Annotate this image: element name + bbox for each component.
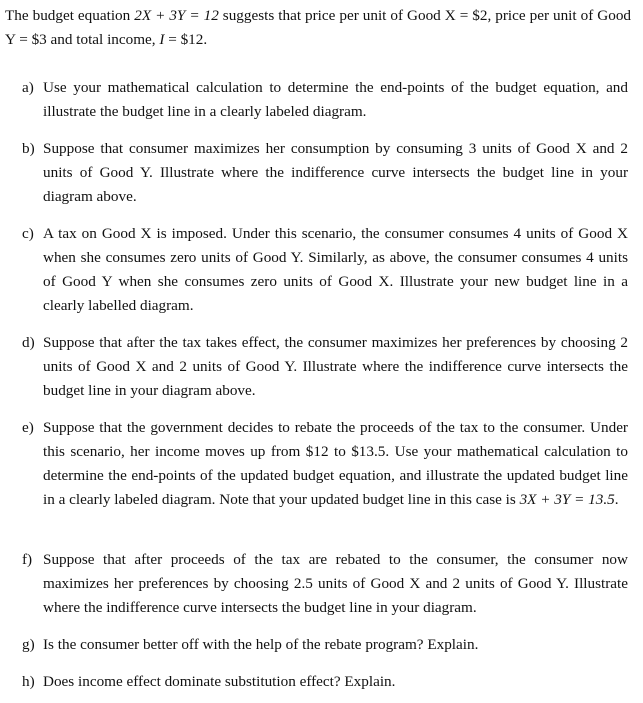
- question-text: Suppose that the government decides to rebate the proceeds of the tax to the consumer. Under this scenario, her income moves up from $12 to $13.5. Use your mathematical calculation to determine the end-points of the updated budget equation, and illustrate the updated budget line in a clearly labeled diagram. Note that your updated budget line in this case is: [43, 419, 628, 508]
- question-g: [22, 633, 628, 657]
- question-text: Is the consumer better off with the help of the rebate program? Explain.: [43, 636, 479, 653]
- question-label: a): [22, 79, 34, 96]
- intro-text-1: The budget equation: [5, 7, 135, 24]
- question-text: Suppose that after the tax takes effect, the consumer maximizes her preferences by choosing 2 units of Good X and 2 units of Good Y. Illustrate where the indifference curve intersects the budget line in your diagram above.: [43, 334, 628, 399]
- question-text: A tax on Good X is imposed. Under this scenario, the consumer consumes 4 units of Good X when she consumes zero units of Good Y. Similarly, as above, the consumer consumes 4 units of Good Y when she consumes zero units of Good X. Illustrate your new budget line in a clearly labelled diagram.: [43, 225, 628, 314]
- question-text: Suppose that after proceeds of the tax are rebated to the consumer, the consumer now maximizes her preferences by choosing 2.5 units of Good X and 2 units of Good Y. Illustrate where the indifference curve intersects the budget line in your diagram.: [43, 551, 628, 616]
- question-label: d): [22, 334, 35, 351]
- question-f: [22, 548, 628, 620]
- question-text: Does income effect dominate substitution effect? Explain.: [43, 673, 396, 690]
- question-label: b): [22, 140, 35, 157]
- question-d: [22, 331, 628, 403]
- question-label: h): [22, 673, 35, 690]
- question-label: f): [22, 551, 33, 568]
- question-c: [22, 222, 628, 318]
- intro-text-3: = $12.: [164, 31, 208, 48]
- question-text: Suppose that consumer maximizes her consumption by consuming 3 units of Good X and 2 units of Good Y. Illustrate where the indifference curve intersects the budget line in your diagram above.: [43, 140, 628, 205]
- question-a: [22, 76, 628, 124]
- question-label: g): [22, 636, 35, 653]
- question-text-block: [43, 416, 628, 512]
- intro-paragraph: [5, 4, 631, 52]
- income-variable: I: [159, 31, 165, 48]
- question-text-tail: .: [614, 491, 619, 508]
- intro-text-2: suggests that price per unit of Good X = $2, price per unit of Good Y = $3 and total income,: [5, 7, 632, 48]
- budget-equation: 2X + 3Y = 12: [134, 7, 219, 24]
- question-e: [22, 416, 628, 512]
- question-label: c): [22, 225, 34, 242]
- question-label: e): [22, 419, 34, 436]
- question-h: [22, 670, 628, 694]
- question-text: Use your mathematical calculation to determine the end-points of the budget equation, and illustrate the budget line in a clearly labeled diagram.: [43, 79, 628, 120]
- question-b: [22, 137, 628, 209]
- updated-budget-equation: 3X + 3Y = 13.5: [519, 491, 615, 508]
